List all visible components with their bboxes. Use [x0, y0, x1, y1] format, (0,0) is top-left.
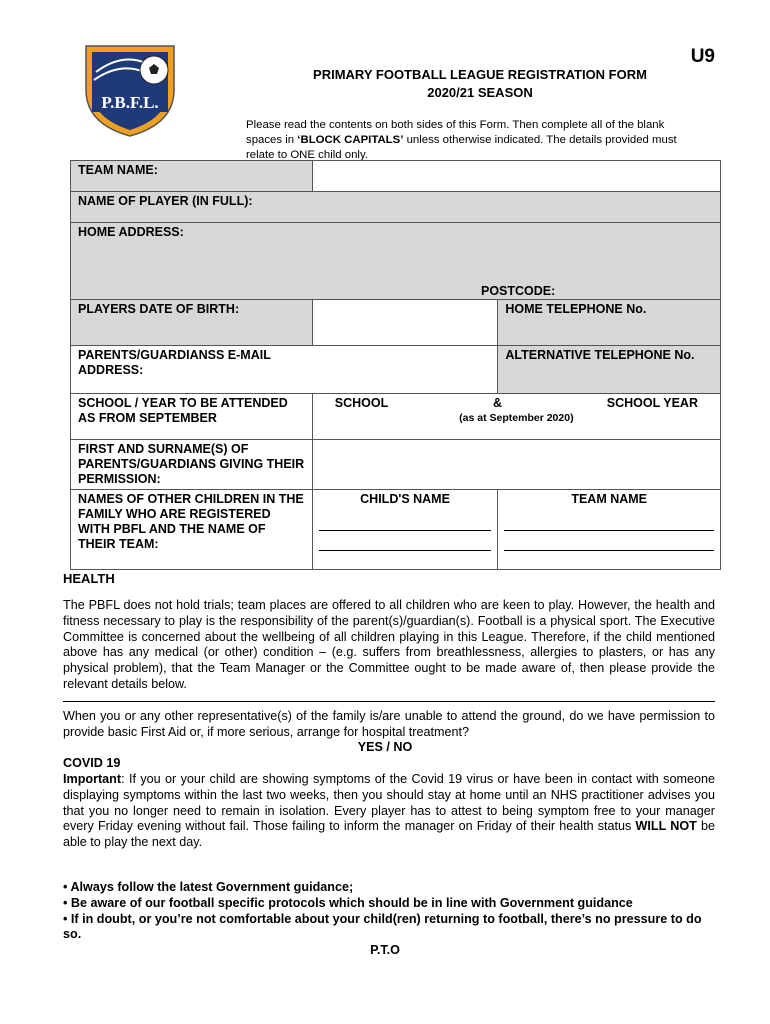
childs-name-line-2[interactable] — [319, 550, 492, 551]
home-address-label: HOME ADDRESS: — [78, 225, 184, 239]
home-address-field[interactable] — [71, 223, 721, 300]
amp-heading: & — [492, 396, 502, 410]
divider — [63, 701, 715, 702]
alt-tel-field[interactable] — [498, 346, 721, 394]
bullet-1: • Always follow the latest Government guidance; — [63, 880, 354, 894]
form-season: 2020/21 SEASON — [427, 85, 533, 100]
other-children-label: NAMES OF OTHER CHILDREN IN THE FAMILY WHO ARE REGISTERED WITH PBFL AND THE NAME OF THEIR TEAM: — [71, 490, 313, 570]
bullet-2: • Be aware of our football specific protocols which should be in line with Government guidance — [63, 895, 633, 910]
form-title: PRIMARY FOOTBALL LEAGUE REGISTRATION FORM — [313, 67, 647, 82]
childs-name-heading: CHILD'S NAME — [360, 492, 450, 506]
home-tel-label: HOME TELEPHONE No. — [505, 302, 647, 316]
player-name-label[interactable]: NAME OF PLAYER (IN FULL): — [71, 192, 721, 223]
covid-heading: COVID 19 — [63, 756, 121, 770]
school-year-label: SCHOOL / YEAR TO BE ATTENDED AS FROM SEPTEMBER — [71, 394, 313, 440]
alt-tel-label: ALTERNATIVE TELEPHONE No. — [505, 348, 695, 362]
bullet-3: • If in doubt, or you’re not comfortable about your child(ren) returning to football, there’s no pressure to do so. — [63, 911, 702, 942]
pbfl-logo — [78, 42, 182, 138]
school-year-field[interactable] — [312, 394, 720, 440]
intro-text: Please read the contents on both sides of this Form. Then complete all of the blank spaces in ‘BLOCK CAPITALS’ unless otherwise indicated. The details provided must relate to ONE child only. — [246, 119, 677, 161]
first-aid-question: When you or any other representative(s) of the family is/are unable to attend the ground, do we have permission to provide basic First Aid or, if more serious, arrange for hospital treatment? — [63, 709, 715, 739]
team-name-line-1[interactable] — [504, 530, 714, 531]
email-field[interactable] — [71, 346, 498, 394]
team-name-label: TEAM NAME: — [71, 161, 313, 192]
childs-name-field[interactable] — [312, 490, 498, 570]
as-at-note: (as at September 2020) — [459, 412, 574, 424]
registration-table — [70, 160, 721, 570]
covid-paragraph: Important: If you or your child are showing symptoms of the Covid 19 virus or have been in contact with someone displaying symptoms within the last two weeks, then you should stay at home until an NHS practitioner advises you that you no longer need to remain in isolation. Every player has to attest to being symptom free to your manager every Friday evening without fail. Those failing to inform the manager on Friday of their health status WILL NOT be able to play the next day. — [63, 772, 715, 850]
school-year-heading: SCHOOL YEAR — [606, 396, 698, 410]
health-paragraph: The PBFL does not hold trials; team places are offered to all children who are keen to play. However, the health and fitness necessary to play is the responsibility of the parent(s)/guardian(s). Football is a physical sport. The Executive Committee is concerned about the wellbeing of all children playing in this League. Therefore, if the child mentioned above has any medical (or other) condition – (e.g. suffers from breathlessness, allergies to plasters, or has any physical problem), that the Team Manager or the Committee ought to be made aware of, then please provide the relevant details below. — [63, 598, 715, 691]
dob-field[interactable] — [312, 300, 498, 346]
email-label: PARENTS/GUARDIANSS E-MAIL ADDRESS: — [78, 348, 271, 377]
team-name-col-heading: TEAM NAME — [571, 492, 648, 506]
yes-no-option[interactable]: YES / NO — [357, 740, 413, 754]
dob-label: PLAYERS DATE OF BIRTH: — [71, 300, 313, 346]
team-name-line-2[interactable] — [504, 550, 714, 551]
pto-label: P.T.O — [370, 943, 400, 957]
parents-names-field[interactable] — [312, 440, 720, 490]
parents-names-label: FIRST AND SURNAME(S) OF PARENTS/GUARDIANS GIVING THEIR PERMISSION: — [71, 440, 313, 490]
home-tel-field[interactable] — [498, 300, 721, 346]
covid-bullets — [63, 880, 723, 943]
team-name-field[interactable] — [312, 161, 720, 192]
health-heading: HEALTH — [63, 571, 115, 586]
childs-name-line-1[interactable] — [319, 530, 492, 531]
age-badge: U9 — [690, 46, 715, 67]
school-heading: SCHOOL — [334, 396, 389, 410]
postcode-label: POSTCODE: — [481, 284, 556, 298]
team-name-col-field[interactable] — [498, 490, 721, 570]
logo-text: P.B.F.L. — [101, 93, 159, 112]
